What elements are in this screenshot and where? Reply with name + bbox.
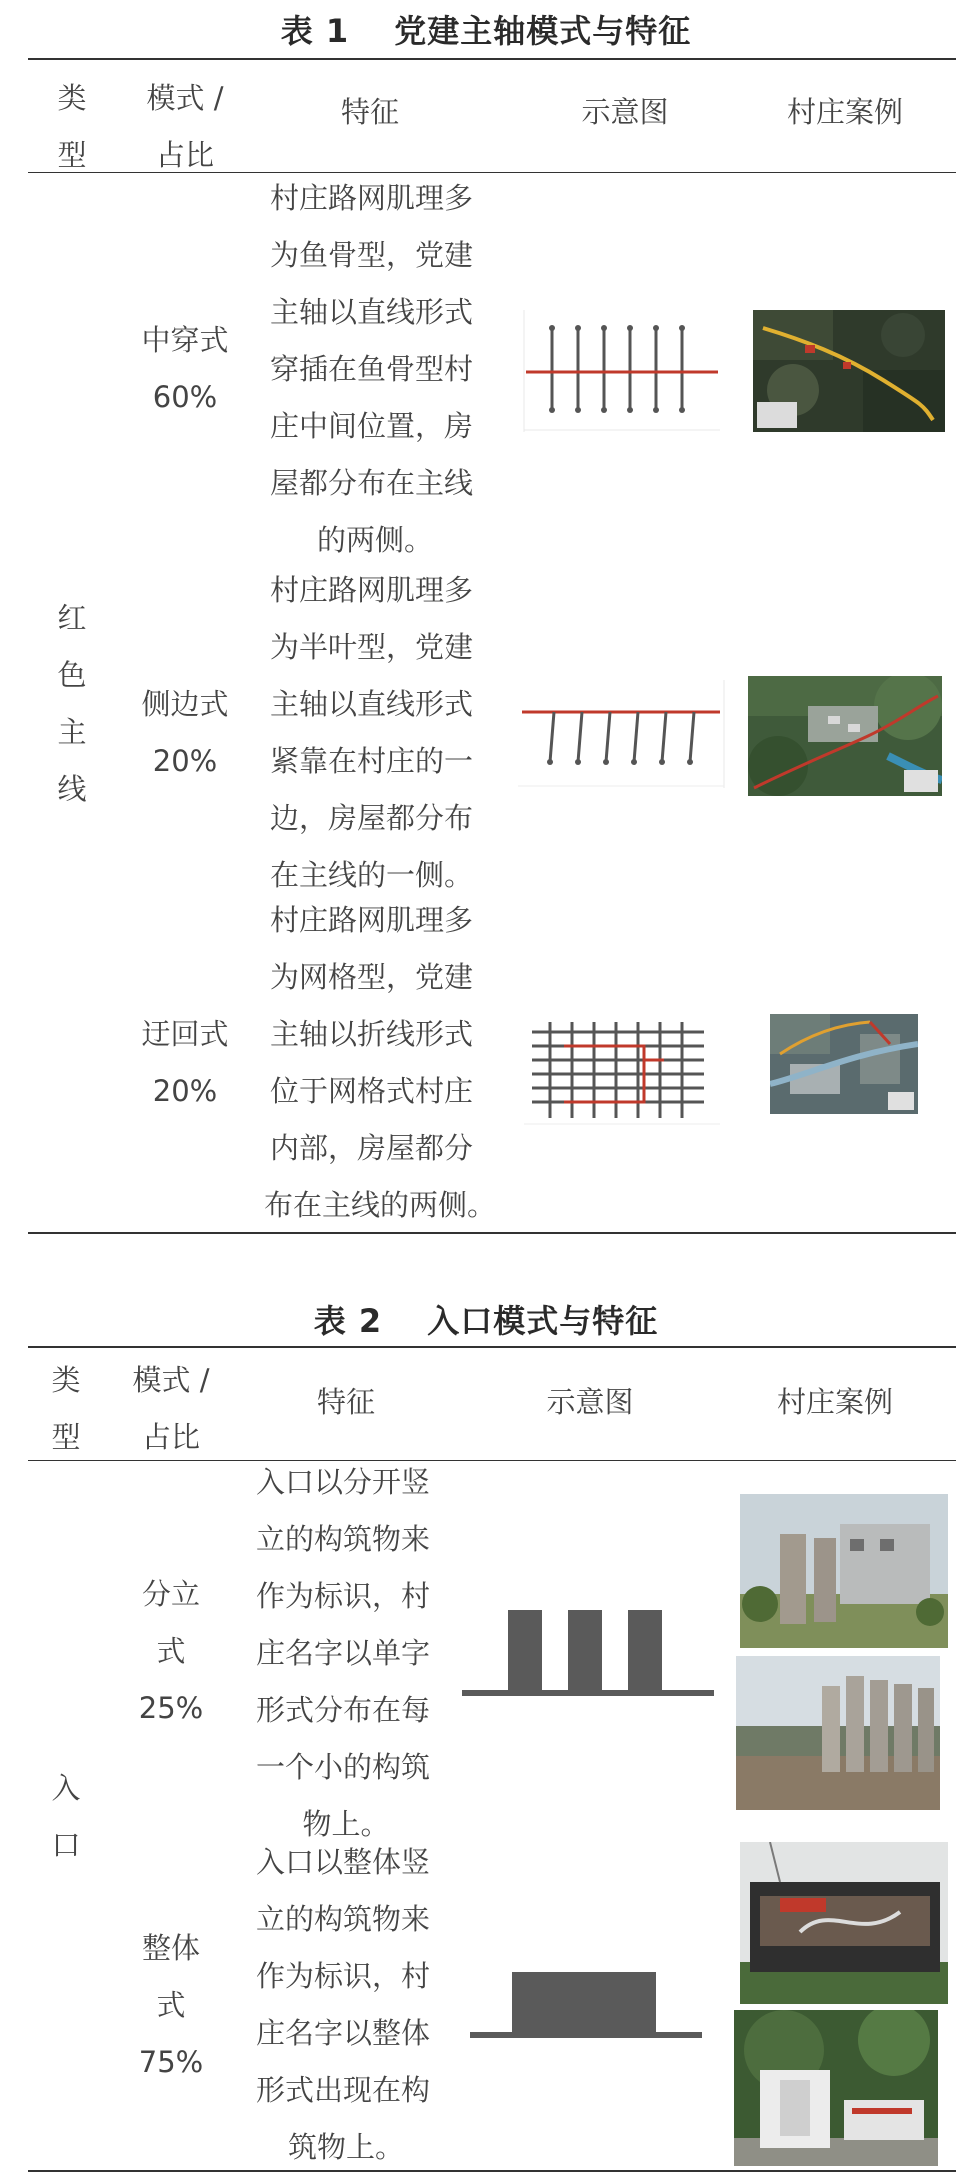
table2-bottom-rule: [28, 2170, 956, 2172]
table1-row3-mode: 迂回式 20%: [141, 1017, 229, 1108]
table1-header-case: 村庄案例: [786, 95, 903, 129]
table1-header-feature: 特征: [340, 95, 399, 129]
table2-top-rule: [28, 1346, 956, 1348]
table1-row1-feature: 村庄路网肌理多 为鱼骨型，党建 主轴以直线形式 穿插在鱼骨型村 庄中间位置，房 屋都分布在主线 的两侧。: [270, 181, 474, 557]
table2-header-mode: 模式 / 占比: [132, 1363, 210, 1454]
village-aerial-photo-3: [770, 1014, 918, 1114]
village-gate-photo-4: [734, 2010, 938, 2166]
village-gate-photo-1: [740, 1494, 948, 1648]
village-gate-photo-3: [740, 1842, 948, 2004]
whole-gate-diagram-icon: [468, 1966, 704, 2046]
table2-header-case: 村庄案例: [776, 1385, 893, 1419]
village-gate-photo-2: [736, 1656, 940, 1810]
table2-header-rule: [28, 1460, 956, 1461]
village-aerial-photo-2: [748, 676, 942, 796]
table2-row1-feature: 入口以分开竖 立的构筑物来 作为标识，村 庄名字以单字 形式分布在每 一个小的构筑 物上。: [256, 1465, 431, 1841]
table1-bottom-rule: [28, 1232, 956, 1234]
separate-gate-diagram-icon: [460, 1604, 716, 1700]
fishbone-diagram-icon: [522, 310, 722, 432]
table2-header-type: 类 型: [51, 1363, 81, 1454]
table1-header-diagram: 示意图: [581, 95, 669, 129]
table1-row2-mode: 侧边式 20%: [141, 687, 229, 778]
table1-header-type: 类 型: [57, 81, 87, 172]
table1-row2-feature: 村庄路网肌理多 为半叶型，党建 主轴以直线形式 紧靠在村庄的一 边，房屋都分布 在主线的一侧。: [270, 573, 474, 892]
table2-row1-mode: 分立 式 25%: [138, 1577, 204, 1725]
village-aerial-photo-1: [753, 310, 945, 432]
table2-header-diagram: 示意图: [546, 1385, 634, 1419]
table1-row1-mode: 中穿式 60%: [141, 323, 229, 414]
table1-row3-feature: 村庄路网肌理多 为网格型，党建 主轴以折线形式 位于网格式村庄 内部，房屋都分 布在主线的两侧。: [264, 903, 497, 1222]
table1-top-rule: [28, 58, 956, 60]
table2-header-feature: 特征: [316, 1385, 375, 1419]
table1-group-label: 红 色 主 线: [57, 601, 87, 806]
table2-row2-feature: 入口以整体竖 立的构筑物来 作为标识，村 庄名字以整体 形式出现在构 筑物上。: [256, 1845, 431, 2164]
table2-title: 表 2 入口模式与特征: [313, 1302, 659, 1340]
table2-row2-mode: 整体 式 75%: [138, 1931, 204, 2079]
table1-title: 表 1 党建主轴模式与特征: [280, 12, 692, 50]
table2-group-label: 入 口: [51, 1771, 81, 1862]
half-leaf-diagram-icon: [518, 680, 726, 788]
table1-header-mode: 模式 / 占比: [146, 81, 224, 172]
grid-diagram-icon: [524, 1014, 720, 1126]
